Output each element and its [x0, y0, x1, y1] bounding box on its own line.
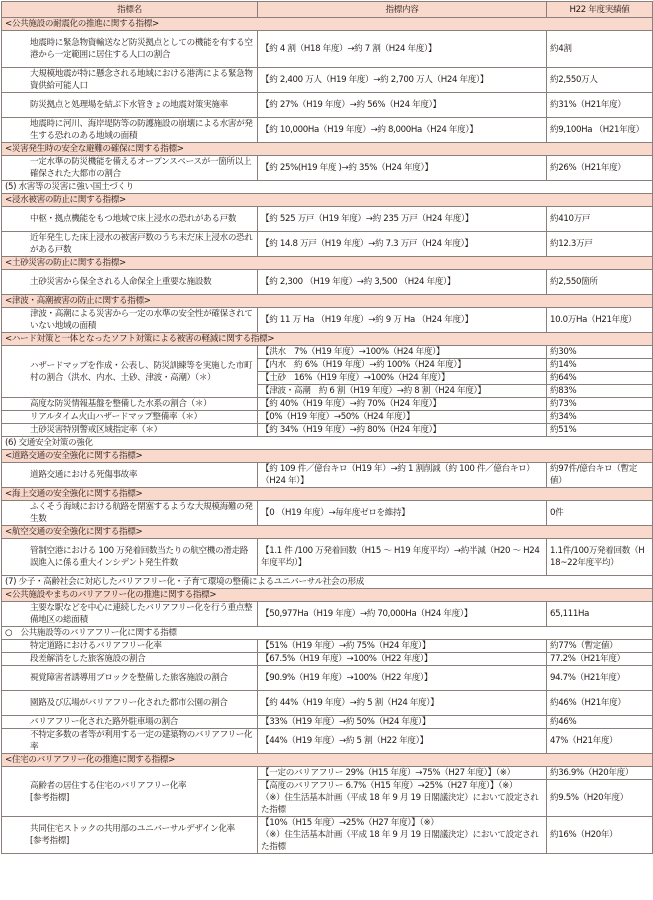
indicator-content — [258, 463, 547, 488]
indicator-content — [258, 346, 547, 359]
indicator-content — [258, 780, 547, 817]
indicator-content — [258, 640, 547, 653]
indicator-footnote: （※）住生活基本計画（平成 18 年 9 月 19 日閣議決定）において設定された指標 — [261, 793, 539, 815]
table-row — [2, 653, 653, 666]
indicator-content-text: 【約 2,400 万人（H19 年度）→約 2,700 万人（H24 年度）】 — [261, 75, 489, 85]
indicator-name-text: ハザードマップを作成・公表し、防災訓練等を実施した市町村の割合（洪水、内水、土砂、津波・高潮）（＊） — [30, 360, 253, 383]
h22-actual-value: 約9.5%（H20年度） — [547, 780, 653, 817]
section-heading: <公共施設やまちのバリアフリー化の推進に関する指標> — [2, 589, 653, 602]
indicator-name-text: ふくそう海域における航路を閉塞するような大規模海難の発生数 — [30, 502, 253, 524]
table-row — [2, 398, 653, 411]
table-row — [2, 308, 653, 333]
h22-actual-value: 約12.3万戸 — [547, 232, 653, 257]
table-row — [2, 602, 653, 627]
indicator-content-text: 【約 14.8 万戸（H19 年度）→約 7.3 万戸（H24 年度）】 — [261, 239, 473, 249]
section-heading: <災害発生時の安全な避難の確保に関する指標> — [2, 143, 653, 156]
table-row — [2, 817, 653, 854]
indicator-name-text: 土砂災害から保全される人命保全上重要な施設数 — [30, 277, 212, 287]
indicator-content — [258, 207, 547, 232]
header-indicator-name: 指標名 — [2, 2, 258, 18]
section-heading: <ハード対策と一体となったソフト対策による被害の軽減に関する指標> — [2, 333, 653, 346]
header-indicator-content: 指標内容 — [258, 2, 547, 18]
indicator-name-text: 園路及び広場がバリアフリー化された都市公園の割合 — [30, 698, 228, 708]
indicator-name — [2, 207, 258, 232]
indicator-content — [258, 501, 547, 526]
subsection-heading-row — [2, 627, 653, 640]
table-row — [2, 118, 653, 143]
h22-actual-value: 約4割 — [547, 31, 653, 68]
indicator-content-text: 【33%（H19 年度）→約 50%（H24 年度）】 — [261, 717, 431, 727]
indicator-name — [2, 640, 258, 653]
table-row — [2, 411, 653, 424]
indicator-name — [2, 270, 258, 295]
h22-actual-value: 94.7%（H21年度） — [547, 666, 653, 691]
indicator-name — [2, 411, 258, 424]
subsection-heading-row — [2, 437, 653, 450]
table-row — [2, 767, 653, 780]
indicator-name-text: 地震時に河川、海岸堤防等の防護施設の崩壊による水害が発生する恐れのある地域の面積 — [30, 119, 253, 141]
indicator-content-text: 【高度のバリアフリー 6.7%（H15 年度）→25%（H27 年度）】（※） — [261, 781, 518, 791]
table-row — [2, 93, 653, 118]
indicator-content-text: 【約 109 件／億台キロ（H19 年）→約 1 割削減（約 100 件／億台キロ）（H24 年）】 — [261, 464, 535, 486]
h22-actual-value: 10.0万Ha（H21年度） — [547, 308, 653, 333]
h22-actual-value: 約16%（H20年） — [547, 817, 653, 854]
indicator-content — [258, 539, 547, 576]
indicator-content-text: 【土砂 16%（H19 年度）→100%（H24 年度）】 — [261, 373, 450, 383]
table-row — [2, 424, 653, 437]
h22-actual-value: 65,111Ha — [547, 602, 653, 627]
table-row — [2, 716, 653, 729]
table-row — [2, 691, 653, 716]
indicator-content — [258, 232, 547, 257]
table-body — [2, 18, 653, 854]
header-h22-actual: H22 年度実績値 — [547, 2, 653, 18]
indicator-content-text: 【約 25%(H19 年度 )→約 35%（H24 年度）】 — [261, 163, 433, 173]
indicator-name — [2, 501, 258, 526]
indicator-name-text: 特定道路におけるバリアフリー化率 — [30, 641, 162, 651]
indicator-content — [258, 156, 547, 181]
section-heading-row — [2, 257, 653, 270]
table-row — [2, 232, 653, 257]
indicator-content-text: 【約 11 万 Ha （H19 年度）→約 9 万 Ha （H24 年度）】 — [261, 315, 473, 325]
indicator-name — [2, 666, 258, 691]
indicator-table — [1, 1, 653, 854]
indicator-name-text: 高度な防災情報基盤を整備した水系の割合（＊） — [30, 399, 212, 409]
indicator-name — [2, 308, 258, 333]
indicator-name — [2, 817, 258, 854]
h22-actual-value: 約2,550万人 — [547, 68, 653, 93]
indicator-name — [2, 93, 258, 118]
indicator-name-text: 段差解消をした旅客施設の割合 — [30, 654, 146, 664]
h22-actual-value: 約34% — [547, 411, 653, 424]
indicator-name-text: 近年発生した床上浸水の被害戸数のうち未だ床上浸水の恐れがある戸数 — [30, 233, 253, 255]
indicator-name — [2, 463, 258, 488]
table-row — [2, 640, 653, 653]
h22-actual-value: 約64% — [547, 372, 653, 385]
subsection-heading-row — [2, 576, 653, 589]
indicator-name — [2, 767, 258, 817]
table-row — [2, 729, 653, 754]
table-row — [2, 501, 653, 526]
indicator-name-text: バリアフリー化された路外駐車場の割合 — [30, 717, 179, 727]
indicator-content-text: 【10%（H15 年度）→25%（H27 年度）】（※） — [261, 818, 439, 828]
indicator-name-text: 地震時に緊急物資輸送など防災拠点としての機能を有する空港から一定範囲に居住する人口の割合 — [30, 38, 253, 60]
indicator-content-text: 【67.5%（H19 年度）→100%（H22 年度）】 — [261, 654, 433, 664]
indicator-name-text: 主要な駅などを中心に連続したバリアフリー化を行う重点整備地区の総面積 — [30, 603, 253, 625]
h22-actual-value: 約73% — [547, 398, 653, 411]
indicator-content — [258, 817, 547, 854]
indicator-name-text: 道路交通における死傷事故率 — [30, 470, 138, 480]
table-row — [2, 207, 653, 232]
section-heading-row — [2, 143, 653, 156]
indicator-name — [2, 156, 258, 181]
section-heading: <海上交通の安全強化に関する指標> — [2, 488, 653, 501]
indicator-footnote: （※）住生活基本計画（平成 18 年 9 月 19 日閣議決定）において設定された指標 — [261, 830, 539, 852]
table-row — [2, 666, 653, 691]
indicator-content-text: 【約 44%（H19 年度）→約 5 割（H24 年度）】 — [261, 698, 439, 708]
indicator-content — [258, 653, 547, 666]
indicator-name — [2, 602, 258, 627]
indicator-content-text: 【約 2,300 （H19 年度）→約 3,500 （H24 年度）】 — [261, 277, 456, 287]
section-heading-row — [2, 295, 653, 308]
h22-actual-value: 0件 — [547, 501, 653, 526]
subsection-heading: ○ 公共施設等のバリアフリー化に関する指標 — [2, 627, 653, 640]
subsection-heading: (7) 少子・高齢社会に対応したバリアフリー化・子育て環境の整備によるユニバーサル社会の形成 — [2, 576, 653, 589]
indicator-content — [258, 93, 547, 118]
indicator-content — [258, 729, 547, 754]
section-heading-row — [2, 488, 653, 501]
indicator-name-text: 不特定多数の者等が利用する一定の建築物のバリアフリー化率 — [30, 730, 253, 752]
indicator-content — [258, 359, 547, 372]
reference-indicator-label: [参考指標] — [30, 836, 69, 846]
section-heading-row — [2, 589, 653, 602]
indicator-name — [2, 539, 258, 576]
indicator-content — [258, 666, 547, 691]
subsection-heading: (6) 交通安全対策の強化 — [2, 437, 653, 450]
indicator-content — [258, 691, 547, 716]
indicator-content — [258, 31, 547, 68]
indicator-name-text: 一定水準の防災機能を備えるオープンスペースが一箇所以上確保された大都市の割合 — [30, 157, 252, 179]
section-heading-row — [2, 18, 653, 31]
indicator-content-text: 【約 4 割（H18 年度）→約 7 割（H24 年度）】 — [261, 44, 437, 54]
section-heading: <土砂災害の防止に関する指標> — [2, 257, 653, 270]
h22-actual-value: 約2,550箇所 — [547, 270, 653, 295]
indicator-name — [2, 424, 258, 437]
indicator-content — [258, 602, 547, 627]
indicator-content — [258, 767, 547, 780]
indicator-content — [258, 398, 547, 411]
indicator-name — [2, 716, 258, 729]
section-heading-row — [2, 526, 653, 539]
h22-actual-value: 約36.9%（H20年度） — [547, 767, 653, 780]
indicator-name — [2, 232, 258, 257]
indicator-content-text: 【90.9%（H19 年度）→100%（H22 年度）】 — [261, 673, 433, 683]
subsection-heading-row — [2, 181, 653, 194]
section-heading-row — [2, 194, 653, 207]
indicator-content-text: 【約 34%（H19 年度）→約 80%（H24 年度）】 — [261, 425, 441, 435]
indicator-content-text: 【1.1 件 /100 万発着回数（H15 ～ H19 年度平均）→約半減（H20 ～ H24 年度平均）】 — [261, 546, 540, 568]
indicator-content-text: 【津波・高潮 約 6 割（H19 年度）→約 8 割（H24 年度）】 — [261, 386, 486, 396]
indicator-content — [258, 308, 547, 333]
indicator-name — [2, 68, 258, 93]
indicator-name-text: 高齢者の居住する住宅のバリアフリー化率 — [30, 780, 187, 791]
indicator-content-text: 【0%（H19 年度）→50%（H24 年度）】 — [261, 412, 415, 422]
h22-actual-value: 約46%（H21年度） — [547, 691, 653, 716]
h22-actual-value: 約31%（H21年度） — [547, 93, 653, 118]
h22-actual-value: 約30% — [547, 346, 653, 359]
indicator-content-text: 【一定のバリアフリー 29%（H15 年度）→75%（H27 年度）】（※） — [261, 768, 515, 778]
table-row — [2, 539, 653, 576]
indicator-name — [2, 398, 258, 411]
h22-actual-value: 約26%（H21年度） — [547, 156, 653, 181]
indicator-name-text: 管制空港における 100 万発着回数当たりの航空機の滑走路誤進入に係る重大インシデント発生件数 — [30, 546, 248, 568]
section-heading: <道路交通の安全強化に関する指標> — [2, 450, 653, 463]
indicator-content-text: 【約 27%（H19 年度）→約 56%（H24 年度）】 — [261, 100, 441, 110]
table-row — [2, 156, 653, 181]
section-heading-row — [2, 754, 653, 767]
indicator-name — [2, 346, 258, 398]
reference-indicator-label: [参考指標] — [30, 792, 69, 803]
indicator-name-text: 視覚障害者誘導用ブロックを整備した旅客施設の割合 — [30, 673, 228, 683]
h22-actual-value: 約51% — [547, 424, 653, 437]
h22-actual-value: 1.1件/100万発着回数（H18~22年度平均） — [547, 539, 653, 576]
table-row — [2, 346, 653, 359]
subsection-heading: (5) 水害等の災害に強い国土づくり — [2, 181, 653, 194]
indicator-content-text: 【約 10,000Ha（H19 年度）→約 8,000Ha（H24 年度）】 — [261, 125, 478, 135]
indicator-name — [2, 729, 258, 754]
section-heading: <航空交通の安全強化に関する指標> — [2, 526, 653, 539]
indicator-name-text: リアルタイム火山ハザードマップ整備率（＊） — [30, 412, 202, 422]
indicator-content-text: 【51%（H19 年度）→約 75%（H24 年度）】 — [261, 641, 431, 651]
indicator-content — [258, 118, 547, 143]
indicator-content-text: 【約 525 万戸（H19 年度）→約 235 万戸（H24 年度）】 — [261, 214, 474, 224]
indicator-content — [258, 424, 547, 437]
indicator-content — [258, 372, 547, 385]
h22-actual-value: 約46% — [547, 716, 653, 729]
indicator-name-text: 大規模地震が特に懸念される地域における港湾による緊急物資供給可能人口 — [30, 69, 253, 91]
indicator-name-text: 防災拠点と処理場を結ぶ下水管きょの地震対策実施率 — [30, 100, 228, 110]
indicator-name-text: 土砂災害特別警戒区域指定率（＊） — [30, 425, 162, 435]
section-heading-row — [2, 450, 653, 463]
indicator-content-text: 【内水 約 6%（H19 年度）→約 100%（H24 年度）】 — [261, 360, 466, 370]
section-heading: <浸水被害の防止に関する指標> — [2, 194, 653, 207]
h22-actual-value: 約97件/億台キロ（暫定値） — [547, 463, 653, 488]
indicator-name — [2, 31, 258, 68]
indicator-name — [2, 118, 258, 143]
indicator-content-text: 【0 （H19 年度）→毎年度ゼロを維持】 — [261, 508, 410, 518]
indicator-name-text: 中枢・拠点機能をもつ地域で床上浸水の恐れがある戸数 — [30, 214, 237, 224]
indicator-content-text: 【44%（H19 年度）→約 5 割（H22 年度）】 — [261, 736, 428, 746]
indicator-name-text: 共同住宅ストックの共用部のユニバーサルデザイン化率 — [30, 824, 235, 834]
indicator-content — [258, 68, 547, 93]
section-heading: <津波・高潮被害の防止に関する指標> — [2, 295, 653, 308]
indicator-content-text: 【約 40%（H19 年度）→約 70%（H24 年度）】 — [261, 399, 441, 409]
indicator-content-text: 【50,977Ha（H19 年度）→約 70,000Ha（H24 年度）】 — [261, 609, 473, 619]
h22-actual-value: 77.2%（H21年度） — [547, 653, 653, 666]
table-row — [2, 270, 653, 295]
indicator-content — [258, 385, 547, 398]
header-row — [2, 2, 653, 18]
indicator-name — [2, 653, 258, 666]
indicator-content — [258, 270, 547, 295]
table-row — [2, 463, 653, 488]
h22-actual-value: 約14% — [547, 359, 653, 372]
h22-actual-value: 約77%（暫定値） — [547, 640, 653, 653]
h22-actual-value: 約83% — [547, 385, 653, 398]
section-heading: <住宅のバリアフリー化の推進に関する指標> — [2, 754, 653, 767]
indicator-name-text: 津波・高潮による災害から一定の水準の安全性が確保されていない地域の面積 — [30, 309, 253, 331]
indicator-content — [258, 411, 547, 424]
section-heading-row — [2, 333, 653, 346]
h22-actual-value: 約410万戸 — [547, 207, 653, 232]
h22-actual-value: 約9,100Ha （H21年度） — [547, 118, 653, 143]
indicator-name — [2, 691, 258, 716]
indicator-content — [258, 716, 547, 729]
table-row — [2, 68, 653, 93]
h22-actual-value: 47%（H21年度） — [547, 729, 653, 754]
table-row — [2, 31, 653, 68]
indicator-content-text: 【洪水 7%（H19 年度）→100%（H24 年度）】 — [261, 347, 445, 357]
section-heading: <公共施設の耐震化の推進に関する指標> — [2, 18, 653, 31]
